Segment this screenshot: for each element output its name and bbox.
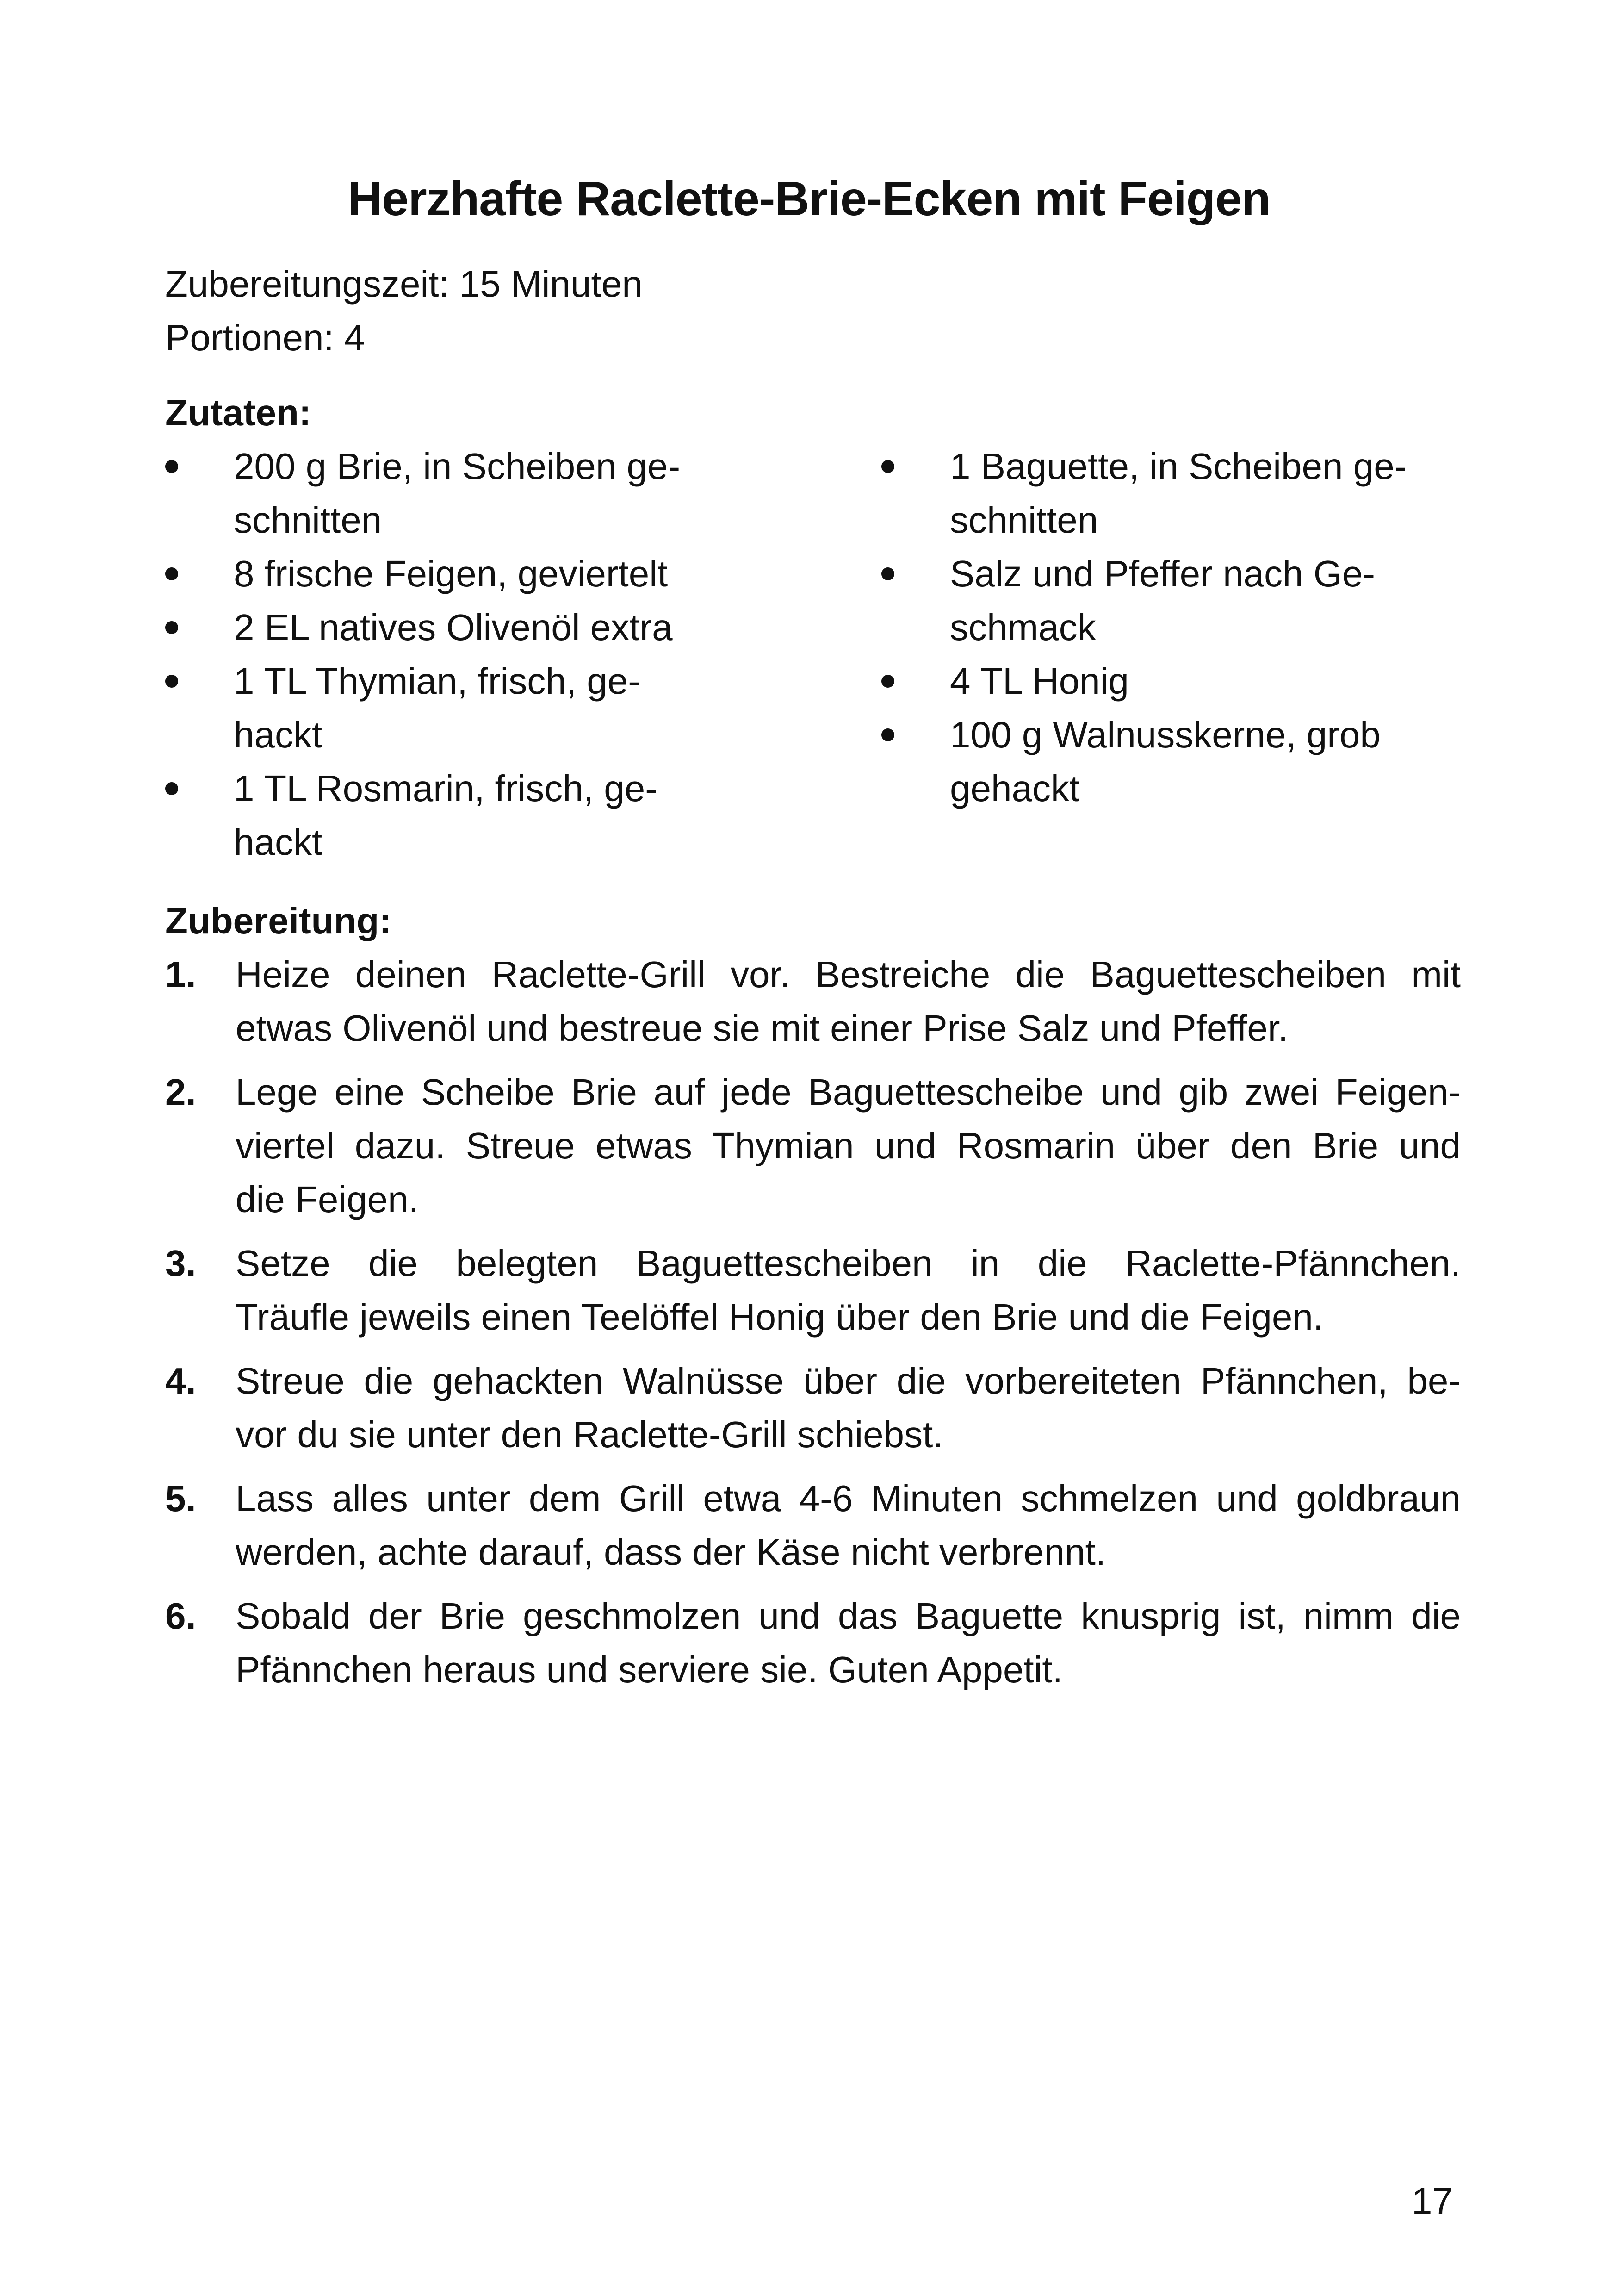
recipe-title: Herzhafte Raclette-Brie-Ecken mit Feigen: [347, 172, 1271, 226]
ingredient-item: [165, 762, 767, 869]
ingredient-line: hackt: [234, 714, 322, 755]
step-line: Träufle jeweils einen Teelöffel Honig über den Brie und die Feigen.: [236, 1296, 1324, 1338]
step-number: 4.: [165, 1360, 196, 1401]
bullet-icon: [881, 675, 894, 688]
ingredients-heading: Zutaten:: [165, 392, 311, 433]
preparation-step: [165, 1472, 1461, 1579]
ingredient-line: 4 TL Honig: [950, 660, 1129, 702]
ingredient-item: [165, 601, 767, 654]
ingredient-line: Salz und Pfeffer nach Ge-: [950, 553, 1376, 594]
step-number: 1.: [165, 954, 196, 995]
ingredient-line: schmack: [950, 607, 1096, 648]
step-line: etwas Olivenöl und bestreue sie mit einer Prise Salz und Pfeffer.: [236, 1008, 1289, 1049]
preparation-steps: [165, 948, 1461, 1707]
ingredients-list-right: [881, 440, 1483, 815]
preparation-time: Zubereitungszeit: 15 Minuten: [165, 263, 643, 305]
step-number: 3.: [165, 1243, 196, 1284]
bullet-icon: [165, 460, 178, 473]
ingredient-line: schnitten: [950, 499, 1098, 541]
step-line: Lege eine Scheibe Brie auf jede Baguettescheibe und gib zwei Feigen-: [236, 1071, 1461, 1113]
ingredient-line: 2 EL natives Olivenöl extra: [234, 607, 673, 648]
bullet-icon: [165, 621, 178, 634]
ingredient-item: [165, 547, 767, 601]
ingredient-line: gehackt: [950, 768, 1080, 809]
ingredient-item: [881, 440, 1483, 547]
step-number: 6.: [165, 1595, 196, 1636]
preparation-step: [165, 1354, 1461, 1462]
preparation-step: [165, 1065, 1461, 1226]
step-line: Sobald der Brie geschmolzen und das Baguette knusprig ist, nimm die: [236, 1595, 1461, 1636]
page-number: 17: [1412, 2180, 1453, 2221]
step-line: die Feigen.: [236, 1179, 419, 1220]
ingredient-line: 100 g Walnusskerne, grob: [950, 714, 1381, 755]
bullet-icon: [165, 782, 178, 795]
step-line: viertel dazu. Streue etwas Thymian und Rosmarin über den Brie und: [236, 1125, 1461, 1166]
step-line: Heize deinen Raclette-Grill vor. Bestreiche die Baguettescheiben mit: [236, 954, 1461, 995]
ingredient-line: 1 Baguette, in Scheiben ge-: [950, 446, 1407, 487]
preparation-step: [165, 948, 1461, 1055]
ingredient-item: [881, 654, 1483, 708]
ingredient-item: [881, 708, 1483, 815]
bullet-icon: [881, 567, 894, 580]
ingredient-line: 200 g Brie, in Scheiben ge-: [234, 446, 681, 487]
preparation-step: [165, 1589, 1461, 1697]
bullet-icon: [881, 728, 894, 741]
ingredient-line: schnitten: [234, 499, 382, 541]
preparation-heading: Zubereitung:: [165, 900, 391, 941]
step-number: 2.: [165, 1071, 196, 1113]
bullet-icon: [165, 567, 178, 580]
ingredient-line: 1 TL Rosmarin, frisch, ge-: [234, 768, 657, 809]
ingredient-line: hackt: [234, 821, 322, 863]
ingredient-item: [165, 440, 767, 547]
step-line: werden, achte darauf, dass der Käse nicht verbrennt.: [236, 1531, 1106, 1573]
ingredient-item: [881, 547, 1483, 654]
ingredients-list-left: [165, 440, 767, 869]
step-line: Lass alles unter dem Grill etwa 4-6 Minuten schmelzen und goldbraun: [236, 1478, 1461, 1519]
step-number: 5.: [165, 1478, 196, 1519]
step-line: vor du sie unter den Raclette-Grill schiebst.: [236, 1414, 943, 1455]
preparation-step: [165, 1237, 1461, 1344]
step-line: Streue die gehackten Walnüsse über die vorbereiteten Pfännchen, be-: [236, 1360, 1461, 1401]
step-line: Pfännchen heraus und serviere sie. Guten Appetit.: [236, 1649, 1063, 1690]
step-line: Setze die belegten Baguettescheiben in die Raclette-Pfännchen.: [236, 1243, 1461, 1284]
ingredient-line: 8 frische Feigen, geviertelt: [234, 553, 668, 594]
portions: Portionen: 4: [165, 317, 365, 358]
bullet-icon: [165, 675, 178, 688]
bullet-icon: [881, 460, 894, 473]
ingredient-item: [165, 654, 767, 762]
ingredient-line: 1 TL Thymian, frisch, ge-: [234, 660, 640, 702]
